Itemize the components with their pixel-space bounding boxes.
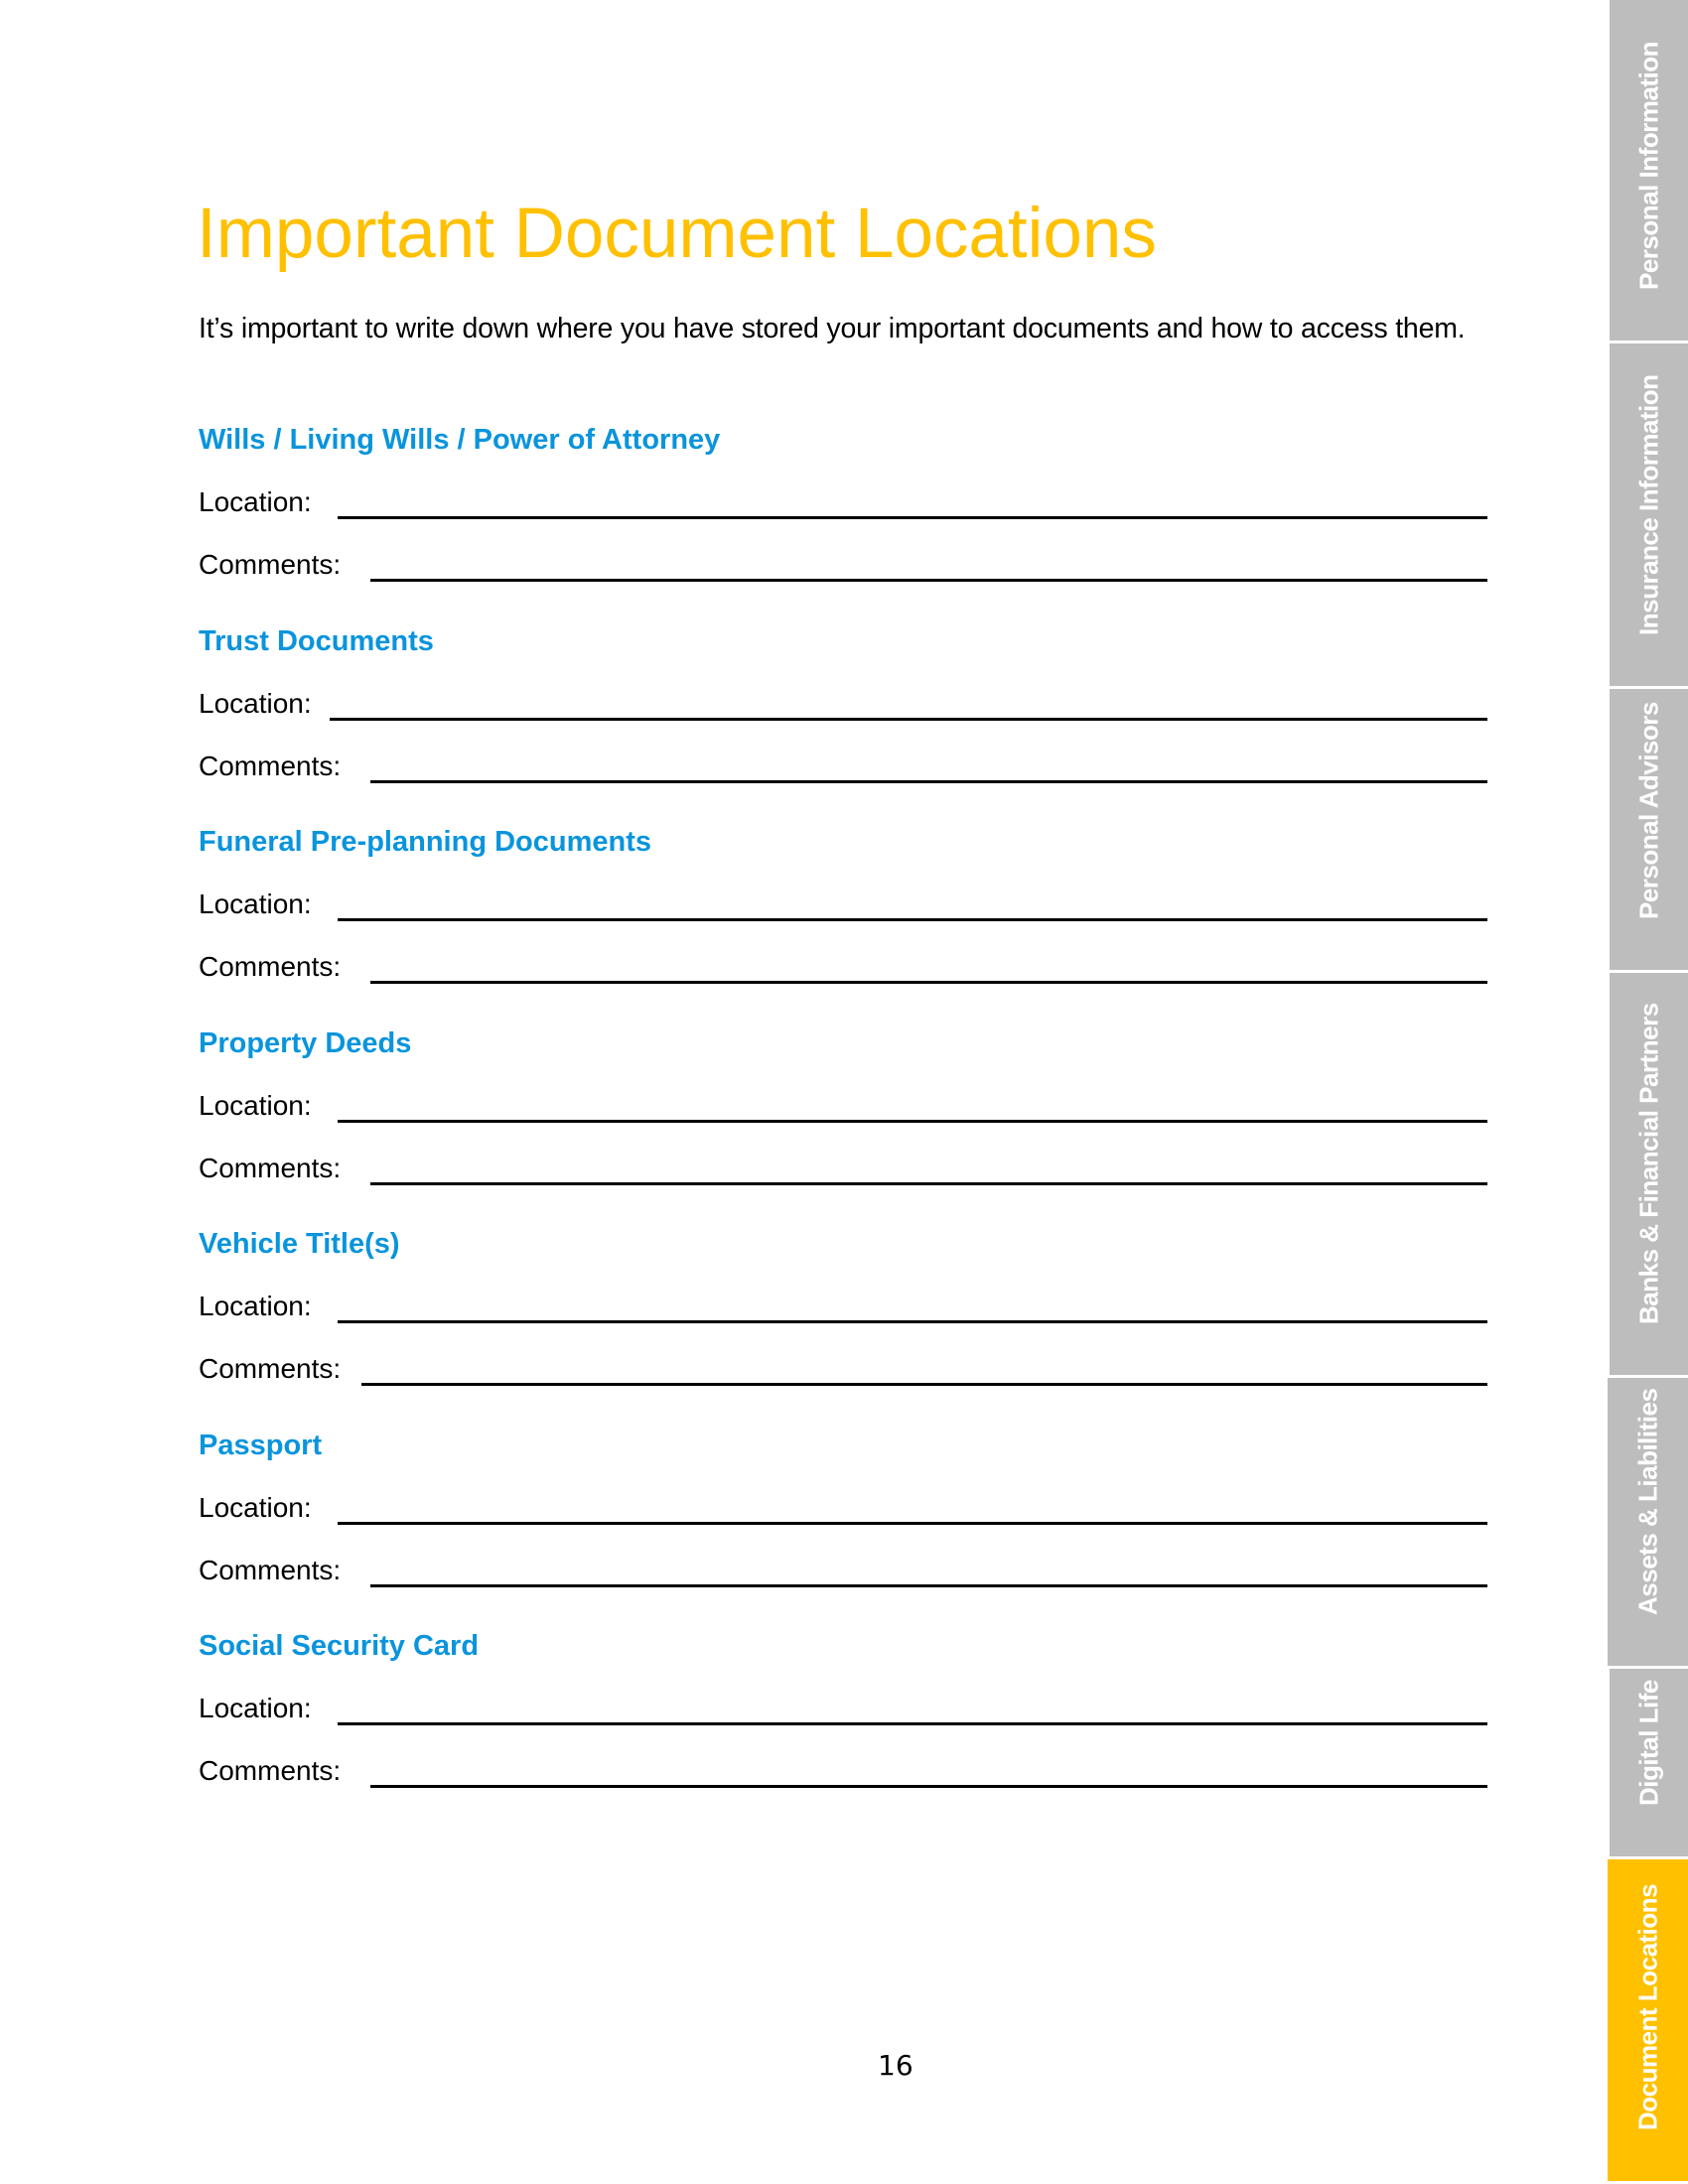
location-label: Location:: [199, 888, 312, 919]
comments-field[interactable]: [370, 981, 1487, 984]
tab-label: Insurance Information: [1633, 374, 1663, 635]
section-heading: Vehicle Title(s): [199, 1228, 400, 1260]
section-5: [199, 1430, 1489, 1628]
intro-text: It’s important to write down where you have stored your important documents and how to access them.: [199, 313, 1466, 344]
comments-label: Comments:: [199, 1353, 342, 1384]
tab-label: Document Locations: [1632, 1883, 1662, 2130]
tab-personal-advisors[interactable]: [1610, 689, 1688, 973]
tab-digital-life[interactable]: [1610, 1669, 1688, 1859]
tab-personal-information[interactable]: [1610, 0, 1688, 343]
comments-row: [199, 1755, 1487, 1795]
tab-label: Personal Advisors: [1633, 702, 1663, 919]
comments-row: [199, 751, 1487, 790]
comments-label: Comments:: [199, 1554, 342, 1585]
tab-document-locations[interactable]: [1608, 1859, 1688, 2184]
section-1: [199, 625, 1489, 824]
comments-row: [199, 549, 1487, 589]
location-field[interactable]: [338, 1722, 1487, 1725]
tab-assets-liabilities[interactable]: [1608, 1378, 1688, 1669]
section-heading: Social Security Card: [199, 1630, 480, 1662]
tab-insurance-information[interactable]: [1610, 343, 1688, 689]
comments-label: Comments:: [199, 1755, 342, 1786]
location-row: [199, 486, 1487, 526]
location-label: Location:: [199, 1491, 312, 1523]
tab-label: Banks & Financial Partners: [1633, 1003, 1663, 1324]
comments-field[interactable]: [370, 1182, 1487, 1185]
comments-label: Comments:: [199, 951, 342, 982]
comments-field[interactable]: [370, 1584, 1487, 1587]
comments-row: [199, 1555, 1487, 1594]
tab-label: Digital Life: [1633, 1680, 1663, 1806]
location-field[interactable]: [338, 516, 1487, 519]
page-title: Important Document Locations: [197, 195, 1157, 273]
tab-label: Personal Information: [1633, 41, 1663, 290]
comments-label: Comments:: [199, 1152, 342, 1183]
location-field[interactable]: [330, 718, 1487, 721]
section-4: [199, 1228, 1489, 1427]
comments-row: [199, 951, 1487, 991]
location-field[interactable]: [338, 1320, 1487, 1323]
section-heading: Property Deeds: [199, 1026, 412, 1059]
location-label: Location:: [199, 687, 312, 719]
comments-label: Comments:: [199, 750, 342, 781]
section-heading: Passport: [199, 1429, 323, 1461]
comments-label: Comments:: [199, 549, 342, 580]
section-2: [199, 826, 1489, 1024]
location-label: Location:: [199, 1089, 312, 1121]
comments-row: [199, 1153, 1487, 1192]
section-heading: Trust Documents: [199, 624, 434, 657]
location-field[interactable]: [338, 1120, 1487, 1123]
comments-field[interactable]: [361, 1383, 1487, 1386]
comments-field[interactable]: [370, 780, 1487, 783]
location-field[interactable]: [338, 918, 1487, 921]
comments-row: [199, 1353, 1487, 1393]
section-heading: Wills / Living Wills / Power of Attorney: [199, 424, 721, 456]
section-6: [199, 1630, 1489, 1829]
location-field[interactable]: [338, 1522, 1487, 1525]
location-row: [199, 1693, 1487, 1732]
location-row: [199, 1090, 1487, 1130]
location-label: Location:: [199, 1693, 312, 1723]
comments-field[interactable]: [370, 1785, 1487, 1788]
location-label: Location:: [199, 1291, 312, 1321]
page-number: 16: [878, 2049, 914, 2082]
section-heading: Funeral Pre-planning Documents: [199, 826, 651, 858]
tab-banks-financial-partners[interactable]: [1610, 973, 1688, 1378]
location-row: [199, 1492, 1487, 1532]
location-row: [199, 1291, 1487, 1330]
location-label: Location:: [199, 486, 312, 517]
tab-label: Assets & Liabilities: [1632, 1388, 1662, 1615]
section-3: [199, 1027, 1489, 1226]
location-row: [199, 688, 1487, 728]
comments-field[interactable]: [370, 579, 1487, 582]
location-row: [199, 888, 1487, 928]
section-0: [199, 424, 1489, 622]
